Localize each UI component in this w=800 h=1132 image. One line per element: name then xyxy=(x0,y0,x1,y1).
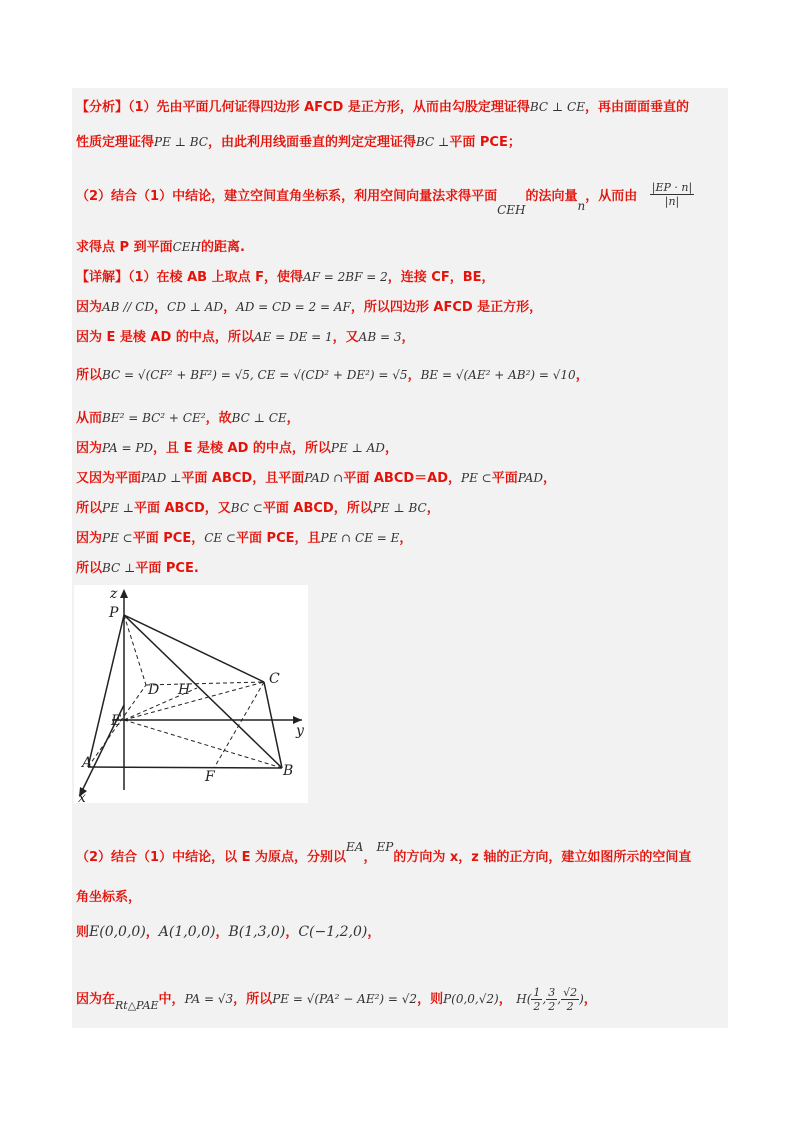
detail-line-5: 从而BE² = BC² + CE²，故BC ⊥ CE， xyxy=(76,411,300,426)
label-H: H xyxy=(178,682,191,698)
label-F: F xyxy=(205,769,215,785)
label-x: x xyxy=(78,790,86,803)
part2-line-1: （2）结合（1）中结论，以 E 为原点，分别以EA，EP的方向为 x，z 轴的正方向，建立如图所示的空间直 xyxy=(76,840,692,865)
detail-line-6: 因为PA = PD，且 E 是棱 AD 的中点，所以PE ⊥ AD， xyxy=(76,441,398,456)
detail-line-8: 所以PE ⊥平面 ABCD，又BC ⊂平面 ABCD，所以PE ⊥ BC， xyxy=(76,501,440,516)
part2-line-2: 角坐标系， xyxy=(76,890,142,905)
edge-PA xyxy=(88,615,124,767)
analysis-line-1: 【分析】（1）先由平面几何证得四边形 AFCD 是正方形，从而由勾股定理证得BC ⊥ CE，再由面面垂直的 xyxy=(76,100,689,115)
label-z: z xyxy=(110,586,118,602)
detail-line-2: 因为AB // CD，CD ⊥ AD，AD = CD = 2 = AF，所以四边形 AFCD 是正方形， xyxy=(76,300,543,315)
analysis-line-3: （2）结合（1）中结论，建立空间直角坐标系，利用空间向量法求得平面CEH的法向量n，从而由 $\frac{|EP \cdot n|}{|n|}$ xyxy=(76,181,693,217)
detail-line-4: 所以BC = √(CF² + BF²) = √5, CE = √(CD² + DE²) = √5，BE = √(AE² + AB²) = √10， xyxy=(76,368,589,383)
label-E: E xyxy=(111,713,122,729)
detail-line-9: 因为PE ⊂平面 PCE，CE ⊂平面 PCE，且PE ∩ CE = E， xyxy=(76,531,413,546)
segment-EC xyxy=(124,682,264,720)
detail-line-1: 【详解】（1）在棱 AB 上取点 F，使得AF = 2BF = 2，连接 CF，BE， xyxy=(76,270,495,285)
pyramid-diagram xyxy=(74,585,308,803)
label-C: C xyxy=(269,671,280,687)
label-y: y xyxy=(296,723,304,739)
detail-line-3: 因为 E 是棱 AD 的中点，所以AE = DE = 1，又AB = 3， xyxy=(76,330,415,345)
label-P: P xyxy=(109,605,119,621)
segment-EB xyxy=(124,720,282,768)
edge-AB xyxy=(88,767,282,768)
analysis-line-2: 性质定理证得PE ⊥ BC，由此利用线面垂直的判定定理证得BC ⊥平面 PCE； xyxy=(76,135,521,150)
part2-line-4: 因为在$_{Rt\triangle PAE}$中，PA = √3，所以PE = √(PA² − AE²) = √2，则P(0,0,√2)， H( $\frac{1}{2}$ , $\frac{3}{2}$ , $\frac{√2}{2}$ )， xyxy=(76,986,597,1013)
label-D: D xyxy=(148,682,160,698)
label-A: A xyxy=(82,755,93,771)
z-arrow-icon xyxy=(120,589,128,598)
analysis-line-4: 求得点 P 到平面CEH的距离. xyxy=(76,240,245,255)
pyramid-figure xyxy=(74,585,308,803)
edge-PC xyxy=(124,615,264,682)
detail-line-7: 又因为平面PAD ⊥平面 ABCD，且平面PAD ∩平面 ABCD＝AD，PE ⊂平面PAD， xyxy=(76,471,557,486)
label-B: B xyxy=(283,763,294,779)
part2-line-3: 则E(0,0,0)，A(1,0,0)，B(1,3,0)，C(−1,2,0)， xyxy=(76,924,381,940)
edge-DC xyxy=(146,682,264,685)
edge-BC xyxy=(264,682,282,768)
detail-line-10: 所以BC ⊥平面 PCE. xyxy=(76,561,199,576)
